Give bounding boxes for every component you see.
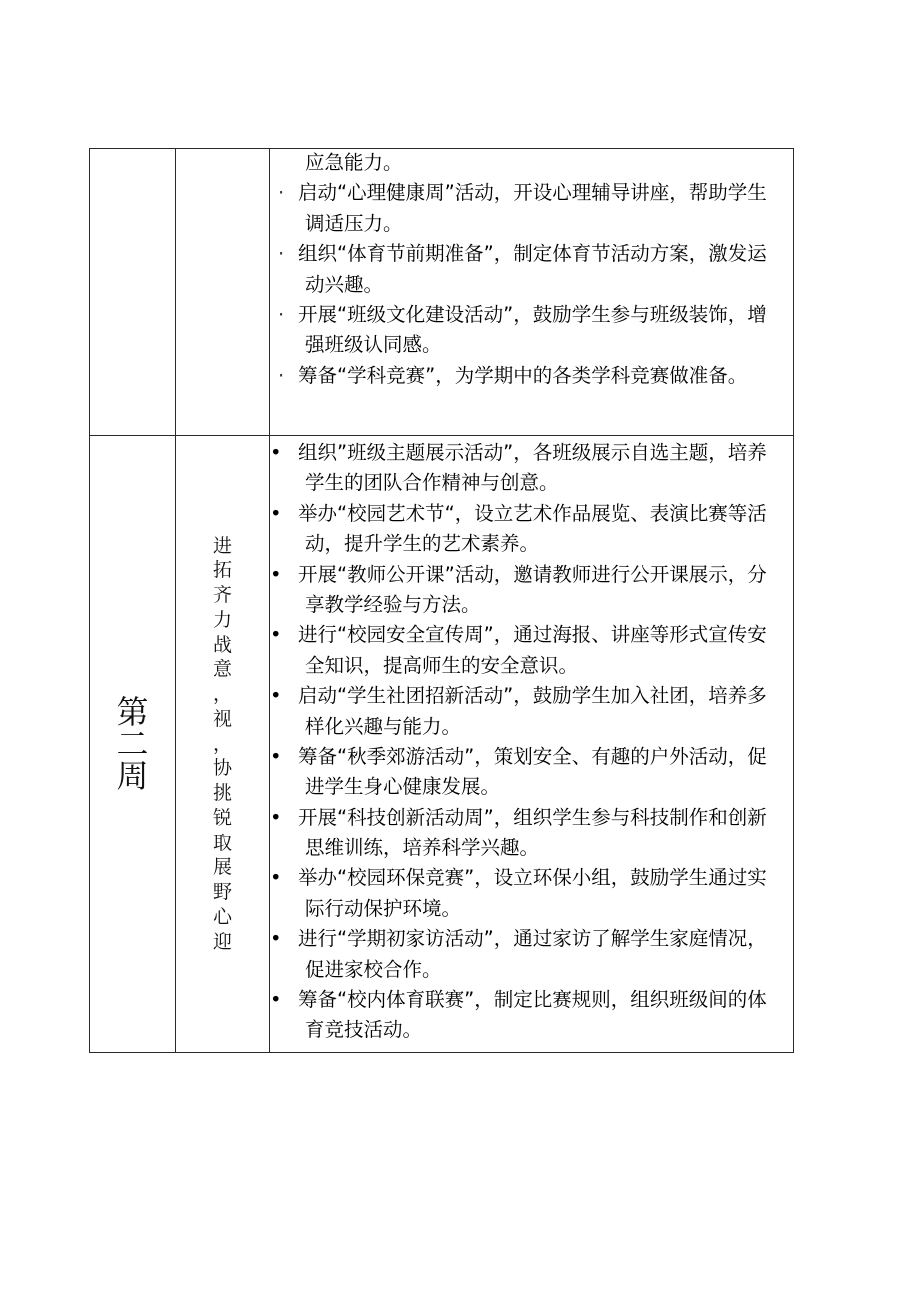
list-item-text-continued: 学生的团队合作精神与创意。	[305, 471, 559, 495]
list-item-text-continued: 样化兴趣与能力。	[305, 714, 462, 738]
list-item-text: 开展“科技创新活动周”，组织学生参与科技制作和创新	[298, 805, 767, 829]
list-item-text-continued: 全知识，提高师生的安全意识。	[305, 653, 579, 677]
list-item	[270, 178, 793, 239]
list-item-line	[270, 178, 793, 208]
list-item-line	[270, 300, 793, 330]
list-item	[270, 681, 793, 742]
bullet-icon: •	[270, 927, 282, 951]
list-item-text: 筹备“秋季郊游活动”，策划安全、有趣的户外活动，促	[298, 744, 767, 768]
weekly-plan-table	[89, 148, 794, 1053]
list-item-text: 开展“班级文化建设活动”，鼓励学生参与班级装饰，增	[298, 302, 767, 326]
bullet-icon: •	[270, 684, 282, 708]
activity-list	[270, 436, 793, 1046]
bullet-icon: •	[270, 744, 282, 768]
bullet-icon: ·	[278, 363, 285, 387]
bullet-icon: ·	[278, 302, 285, 326]
activities-cell	[270, 436, 793, 1052]
list-item-line	[270, 803, 793, 833]
bullet-icon: •	[270, 501, 282, 525]
list-item-text: 启动“心理健康周”活动，开设心理辅导讲座，帮助学生	[298, 181, 767, 205]
list-item-text-continued: 进学生身心健康发展。	[305, 775, 501, 799]
list-item-line	[270, 742, 793, 772]
list-item-line	[270, 620, 793, 650]
bullet-icon: ·	[278, 242, 285, 266]
list-item	[270, 863, 793, 924]
list-item-line	[270, 560, 793, 590]
week-label: 第二周	[116, 693, 149, 795]
list-item-text-continued: 促进家校合作。	[305, 957, 442, 981]
list-item	[270, 620, 793, 681]
list-item	[270, 438, 793, 499]
list-item-line	[270, 681, 793, 711]
list-item-text: 组织”班级主题展示活动”，各班级展示自选主题，培养	[298, 441, 767, 464]
list-item-text-continued: 应急能力。	[305, 151, 403, 174]
list-item	[270, 499, 793, 560]
list-item-text: 筹备“学科竞赛”，为学期中的各类学科竞赛做准备。	[298, 363, 748, 387]
list-item-text: 开展“教师公开课”活动，邀请教师进行公开课展示，分	[298, 562, 767, 586]
list-item-line	[270, 985, 793, 1015]
list-item-text: 举办“校园环保竞赛”，设立环保小组，鼓励学生通过实	[298, 866, 767, 890]
list-item-line	[270, 924, 793, 954]
list-item-line	[270, 863, 793, 893]
theme-cell	[176, 149, 270, 436]
week-theme: 进拓齐力战意，视，协挑锐取展野心迎	[212, 534, 232, 953]
list-item	[270, 361, 793, 391]
list-item-line	[270, 361, 793, 391]
activity-list	[270, 148, 793, 391]
list-item-text-continued: 动兴趣。	[305, 272, 384, 296]
list-item	[270, 924, 793, 985]
list-item-text-continued: 际行动保护环境。	[305, 896, 462, 920]
week-cell	[90, 149, 176, 436]
week-cell	[90, 436, 176, 1052]
list-item-text: 筹备“校内体育联赛”，制定比赛规则，组织班级间的体	[298, 988, 767, 1012]
list-item-text-continued: 享教学经验与方法。	[305, 592, 481, 616]
activities-cell	[270, 149, 793, 436]
list-item	[270, 803, 793, 864]
bullet-icon: •	[270, 441, 282, 464]
list-item-text-continued: 动，提升学生的艺术素养。	[305, 532, 540, 556]
list-item-text-continued: 思维训练，培养科学兴趣。	[305, 836, 540, 860]
list-item	[270, 239, 793, 300]
list-item	[270, 742, 793, 803]
list-item-text: 进行“学期初家访活动”，通过家访了解学生家庭情况，	[298, 927, 767, 951]
list-item-text: 进行“校园安全宣传周”，通过海报、讲座等形式宣传安	[298, 623, 767, 647]
list-item-text-continued: 育竞技活动。	[305, 1018, 423, 1042]
bullet-icon: ·	[278, 181, 285, 205]
list-item-text-continued: 强班级认同感。	[305, 333, 442, 357]
list-item-text: 举办“校园艺术节“，设立艺术作品展览、表演比赛等活	[298, 501, 767, 525]
list-item-text: 启动“学生社团招新活动”，鼓励学生加入社团，培养多	[298, 684, 767, 708]
list-item	[270, 985, 793, 1046]
list-item-line	[270, 239, 793, 269]
list-item	[270, 560, 793, 621]
list-item-line	[270, 499, 793, 529]
list-item	[270, 300, 793, 361]
bullet-icon: •	[270, 866, 282, 890]
bullet-icon: •	[270, 988, 282, 1012]
bullet-icon: •	[270, 562, 282, 586]
list-item-text: 组织“体育节前期准备”，制定体育节活动方案，激发运	[298, 242, 767, 266]
theme-cell	[176, 436, 270, 1052]
bullet-icon: •	[270, 623, 282, 647]
list-item-text-continued: 调适压力。	[305, 211, 403, 235]
list-item-line	[270, 438, 793, 468]
bullet-icon: •	[270, 805, 282, 829]
